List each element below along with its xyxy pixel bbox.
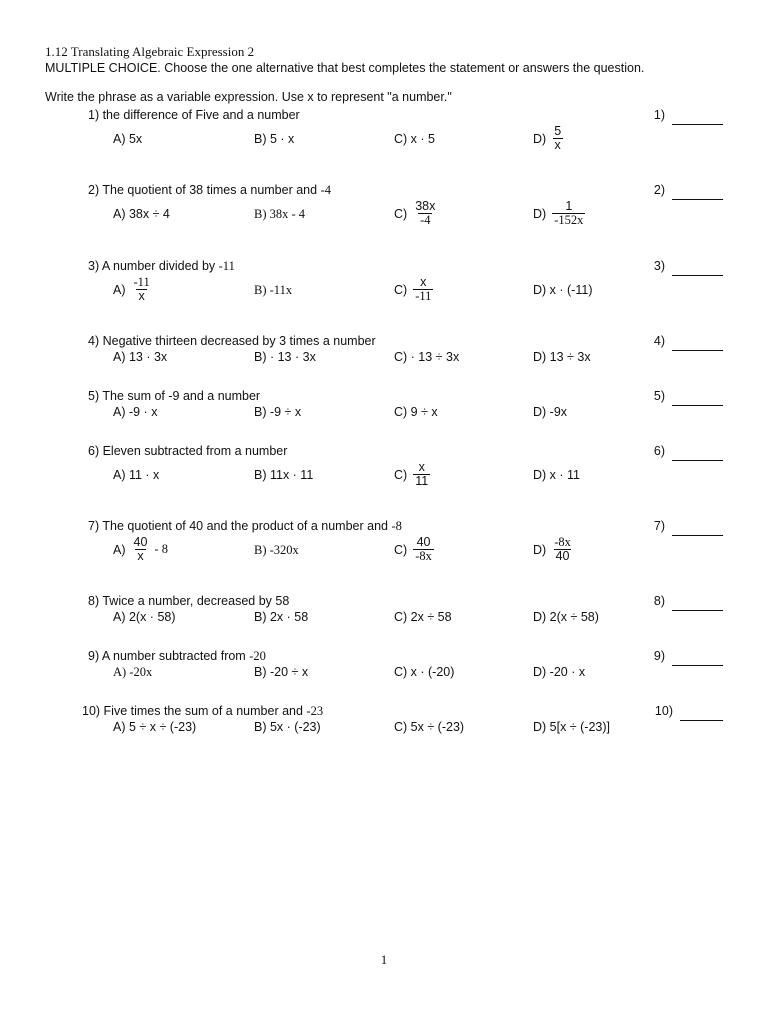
option-d[interactable]: D) x · (-11) <box>533 283 593 297</box>
option-b[interactable]: B) -9 ÷ x <box>254 405 302 419</box>
worksheet-title: 1.12 Translating Algebraic Expression 2 <box>45 44 255 59</box>
option-label: C) <box>394 282 408 297</box>
answer-number: 2) <box>653 183 665 197</box>
stem-value: -4 <box>320 183 331 197</box>
option-label: D) <box>533 206 547 221</box>
numerator: 5 <box>554 124 562 138</box>
option-b[interactable]: B) -11x <box>254 283 293 297</box>
option-c[interactable] <box>394 200 439 227</box>
fraction <box>552 200 585 227</box>
option-a[interactable]: A) 5 ÷ x ÷ (-23) <box>113 720 197 734</box>
numerator: x <box>420 275 427 289</box>
denominator: x <box>137 549 144 563</box>
answer-blank[interactable] <box>672 275 723 276</box>
denominator: x <box>138 289 145 303</box>
option-d[interactable] <box>533 536 575 563</box>
option-a[interactable] <box>113 536 168 563</box>
option-label: D) <box>533 131 547 146</box>
stem-text: 10) Five times the sum of a number and <box>82 704 307 718</box>
stem-value: -8 <box>391 519 402 533</box>
numerator: 40 <box>133 535 148 549</box>
option-b[interactable]: B) -20 ÷ x <box>254 665 309 679</box>
option-tail: - 8 <box>154 542 168 556</box>
answer-number: 5) <box>653 389 665 403</box>
question-stem: 6) Eleven subtracted from a number <box>88 444 288 458</box>
option-label: A) <box>113 542 126 557</box>
option-d[interactable]: D) -9x <box>533 405 568 419</box>
answer-number: 10) <box>654 704 673 718</box>
stem-text: 9) A number subtracted from <box>88 649 250 663</box>
answer-number: 9) <box>653 649 665 663</box>
stem-text: 7) The quotient of 40 and the product of a number and <box>88 519 392 533</box>
question-stem: 5) The sum of -9 and a number <box>88 389 261 403</box>
option-d[interactable]: D) x · 11 <box>533 468 580 482</box>
answer-number: 8) <box>653 594 665 608</box>
fraction <box>132 276 152 303</box>
option-label: C) <box>394 206 408 221</box>
answer-number: 7) <box>653 519 665 533</box>
option-a[interactable]: A) 13 · 3x <box>113 350 168 364</box>
numerator: x <box>418 460 425 474</box>
option-d[interactable]: D) 2(x ÷ 58) <box>533 610 599 624</box>
numerator: 40 <box>416 535 431 549</box>
numerator: 38x <box>415 199 436 213</box>
answer-blank[interactable] <box>680 720 723 721</box>
option-a[interactable]: A) -20x <box>113 665 153 679</box>
question-stem: 1) the difference of Five and a number <box>88 108 300 122</box>
answer-blank[interactable] <box>672 350 723 351</box>
option-d[interactable] <box>533 125 565 152</box>
fraction <box>552 125 563 152</box>
denominator: -4 <box>420 213 431 227</box>
question-stem: 8) Twice a number, decreased by 58 <box>88 594 290 608</box>
option-b[interactable]: B) 38x - 4 <box>254 207 306 221</box>
option-c[interactable]: C) 9 ÷ x <box>394 405 438 419</box>
denominator: 40 <box>555 549 570 563</box>
numerator: 1 <box>565 199 573 213</box>
stem-value: -20 <box>249 649 266 663</box>
option-c[interactable]: C) x · 5 <box>394 132 435 146</box>
option-c[interactable] <box>394 276 435 303</box>
option-d[interactable]: D) 13 ÷ 3x <box>533 350 591 364</box>
fraction <box>413 276 433 303</box>
answer-blank[interactable] <box>672 665 723 666</box>
option-c[interactable]: C) x · (-20) <box>394 665 455 679</box>
question-stem <box>88 259 235 274</box>
denominator: 11 <box>415 474 429 488</box>
answer-number: 1) <box>653 108 665 122</box>
option-b[interactable]: B) 11x · 11 <box>254 468 314 482</box>
stem-text: 3) A number divided by <box>88 259 219 273</box>
option-c[interactable]: C) 2x ÷ 58 <box>394 610 452 624</box>
option-label: C) <box>394 467 408 482</box>
page-number: 1 <box>380 952 388 967</box>
answer-blank[interactable] <box>672 199 723 200</box>
option-a[interactable]: A) 38x ÷ 4 <box>113 207 170 221</box>
option-label: C) <box>394 542 408 557</box>
fraction <box>132 536 150 563</box>
option-a[interactable]: A) 5x <box>113 132 143 146</box>
answer-blank[interactable] <box>672 460 723 461</box>
numerator: -8x <box>554 535 571 549</box>
answer-blank[interactable] <box>672 610 723 611</box>
answer-blank[interactable] <box>672 405 723 406</box>
option-label: A) <box>113 282 126 297</box>
option-b[interactable]: B) 5 · x <box>254 132 295 146</box>
numerator: -11 <box>133 275 150 289</box>
directions: Write the phrase as a variable expression. Use x to represent "a number." <box>45 90 452 104</box>
question-stem <box>88 649 266 664</box>
option-b[interactable]: B) · 13 · 3x <box>254 350 316 364</box>
question-stem: 4) Negative thirteen decreased by 3 times a number <box>88 334 376 348</box>
option-a[interactable]: A) -9 · x <box>113 405 158 419</box>
stem-value: -23 <box>306 704 324 718</box>
answer-number: 3) <box>653 259 665 273</box>
answer-blank[interactable] <box>672 124 723 125</box>
question-stem <box>88 519 402 534</box>
option-c[interactable]: C) 5x ÷ (-23) <box>394 720 465 734</box>
option-a[interactable]: A) 2(x · 58) <box>113 610 176 624</box>
denominator: -8x <box>415 549 432 563</box>
instructions: MULTIPLE CHOICE. Choose the one alternative that best completes the statement or answers the question. <box>45 61 645 75</box>
option-c[interactable] <box>394 461 432 488</box>
option-b[interactable]: B) 2x · 58 <box>254 610 309 624</box>
option-b[interactable]: B) 5x · (-23) <box>254 720 321 734</box>
fraction <box>552 536 573 563</box>
option-d[interactable] <box>533 200 587 227</box>
option-c[interactable] <box>394 536 436 563</box>
denominator: -11 <box>415 289 432 303</box>
answer-blank[interactable] <box>672 535 723 536</box>
option-a[interactable]: A) 11 · x <box>113 468 160 482</box>
option-b[interactable]: B) -320x <box>254 543 299 557</box>
answer-number: 4) <box>653 334 665 348</box>
denominator: x <box>554 138 561 152</box>
denominator: -152x <box>554 213 584 227</box>
option-c[interactable]: C) · 13 ÷ 3x <box>394 350 460 364</box>
option-d[interactable]: D) -20 · x <box>533 665 586 679</box>
stem-value: -11 <box>218 259 235 273</box>
fraction <box>413 536 434 563</box>
option-label: D) <box>533 542 547 557</box>
fraction <box>413 461 430 488</box>
stem-text: 2) The quotient of 38 times a number and <box>88 183 321 197</box>
question-stem <box>88 183 331 198</box>
option-d[interactable]: D) 5[x ÷ (-23)] <box>533 720 611 734</box>
question-stem <box>82 704 323 719</box>
option-a[interactable] <box>113 276 154 303</box>
answer-number: 6) <box>653 444 665 458</box>
fraction <box>413 200 437 227</box>
